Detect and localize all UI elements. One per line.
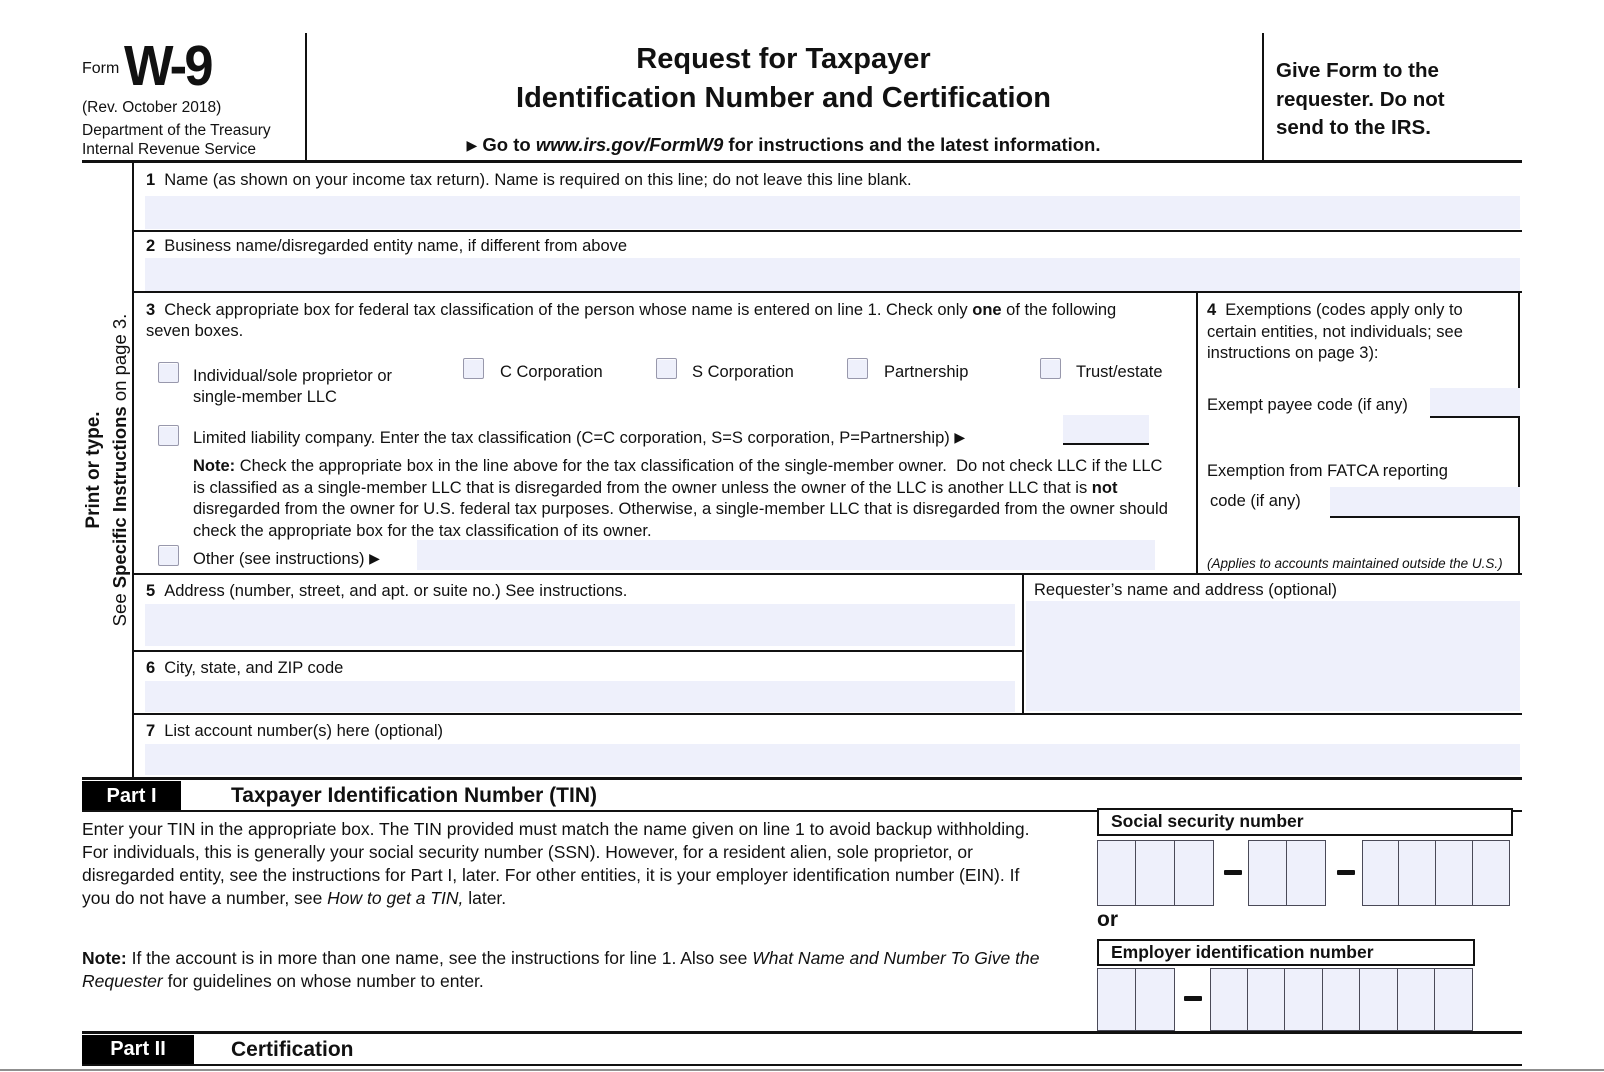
checkbox-partnership-label: Partnership bbox=[884, 363, 969, 381]
ein-dash-icon bbox=[1184, 996, 1202, 1001]
line7-label: 7 List account number(s) here (optional) bbox=[146, 722, 443, 740]
checkbox-c-corporation[interactable] bbox=[463, 358, 484, 379]
llc-classification-input[interactable] bbox=[1063, 415, 1149, 445]
ein-digit-cell[interactable] bbox=[1097, 968, 1136, 1031]
applies-note: (Applies to accounts maintained outside the U.S.) bbox=[1207, 556, 1503, 571]
section3-4-divider bbox=[1196, 291, 1198, 575]
ssn-digit-cell[interactable] bbox=[1362, 840, 1399, 906]
checkbox-individual[interactable] bbox=[158, 362, 179, 383]
ssn-digit-cell[interactable] bbox=[1473, 840, 1510, 906]
city-state-zip-input[interactable] bbox=[145, 681, 1015, 712]
part2-top-rule bbox=[82, 1031, 1522, 1034]
rule-below-line5 bbox=[132, 650, 1024, 652]
form-title: Request for Taxpayer Identification Number and Certification bbox=[516, 43, 1051, 114]
ein-digit-cell[interactable] bbox=[1248, 968, 1286, 1031]
rule-below-line2 bbox=[132, 291, 1522, 293]
checkbox-s-corporation[interactable] bbox=[656, 358, 677, 379]
form-number: W-9 bbox=[124, 34, 211, 98]
sidebar-print-type: Print or type. bbox=[83, 411, 104, 529]
ssn-digit-cell[interactable] bbox=[1399, 840, 1436, 906]
ssn-group-1 bbox=[1097, 840, 1214, 906]
ssn-group-3 bbox=[1362, 840, 1510, 906]
checkbox-llc[interactable] bbox=[158, 425, 179, 446]
or-label: or bbox=[1097, 908, 1118, 931]
requester-label: Requester’s name and address (optional) bbox=[1034, 581, 1337, 599]
checkbox-individual-label: Individual/sole proprietor or single-member LLC bbox=[193, 367, 393, 406]
ssn-digit-cell[interactable] bbox=[1097, 840, 1136, 906]
page-cutoff-edge bbox=[0, 1069, 1604, 1071]
checkbox-c-corporation-label: C Corporation bbox=[500, 363, 603, 381]
fatca-input[interactable] bbox=[1330, 487, 1520, 518]
right-arrow-icon: ▶ bbox=[466, 137, 478, 153]
part1-title: Taxpayer Identification Number (TIN) bbox=[231, 784, 597, 807]
llc-note: Note: Check the appropriate box in the line above for the tax classification of the single-member owner. Do not check LLC if the LLC is classified as a single-member LLC that is disregarded from the owner unless the owner of the LLC is another LLC that is not disregarded from the owner for U.S. federal tax purposes. Otherwise, a single-member LLC that is disregarded from the owner should check the appropriate box for the tax classification of its owner. bbox=[193, 457, 1173, 540]
ssn-digit-cell[interactable] bbox=[1436, 840, 1473, 906]
rule-below-section3 bbox=[132, 573, 1522, 575]
goto-instructions: ▶ Go to www.irs.gov/FormW9 for instructions and the latest information. bbox=[466, 134, 1101, 155]
sidebar-rotated-note bbox=[81, 210, 135, 730]
ssn-group-2 bbox=[1248, 840, 1326, 906]
ssn-label: Social security number bbox=[1097, 808, 1513, 836]
tin-note: Note: If the account is in more than one name, see the instructions for line 1. Also see What Name and Number To Give the Requester for guidelines on whose number to enter. bbox=[82, 948, 1040, 991]
name-input[interactable] bbox=[145, 196, 1520, 229]
checkbox-trust-estate-label: Trust/estate bbox=[1076, 363, 1163, 381]
ein-group-1 bbox=[1097, 968, 1175, 1031]
checkbox-other[interactable] bbox=[158, 545, 179, 566]
checkbox-s-corporation-label: S Corporation bbox=[692, 363, 794, 381]
rule-below-line6 bbox=[132, 713, 1522, 715]
line5-label: 5 Address (number, street, and apt. or suite no.) See instructions. bbox=[146, 582, 628, 600]
ssn-dash-icon bbox=[1224, 870, 1242, 875]
line1-label: 1 Name (as shown on your income tax return). Name is required on this line; do not leave this line blank. bbox=[146, 171, 912, 189]
ein-digit-cell[interactable] bbox=[1136, 968, 1175, 1031]
part2-badge: Part II bbox=[82, 1035, 194, 1064]
line6-label: 6 City, state, and ZIP code bbox=[146, 659, 344, 677]
fatca-label-line2: code (if any) bbox=[1210, 492, 1301, 510]
dept-treasury: Department of the Treasury bbox=[82, 122, 271, 139]
address-input[interactable] bbox=[145, 604, 1015, 646]
llc-arrow-icon: ▶ bbox=[954, 429, 966, 445]
exempt-payee-input[interactable] bbox=[1430, 388, 1520, 418]
section4-right-border bbox=[1518, 291, 1520, 575]
ssn-dash-icon bbox=[1337, 870, 1355, 875]
irs-url-link[interactable]: www.irs.gov/FormW9 bbox=[535, 134, 724, 155]
form-revision: (Rev. October 2018) bbox=[82, 99, 222, 116]
ein-digit-cell[interactable] bbox=[1435, 968, 1473, 1031]
part2-title: Certification bbox=[231, 1038, 354, 1061]
part1-top-rule bbox=[82, 777, 1522, 780]
give-form-note: Give Form to the requester. Do not send to the IRS. bbox=[1276, 59, 1445, 139]
sidebar-instructions: See Specific Instructions on page 3. bbox=[109, 313, 130, 627]
ssn-digit-cell[interactable] bbox=[1287, 840, 1326, 906]
exempt-payee-label: Exempt payee code (if any) bbox=[1207, 396, 1408, 414]
ein-digit-cell[interactable] bbox=[1398, 968, 1436, 1031]
other-arrow-icon: ▶ bbox=[369, 550, 380, 566]
ssn-digit-cell[interactable] bbox=[1248, 840, 1287, 906]
line4-label: 4 Exemptions (codes apply only to certain entities, not individuals; see instructions on page 3): bbox=[1207, 301, 1463, 362]
fatca-label-line1: Exemption from FATCA reporting bbox=[1207, 462, 1448, 480]
checkbox-partnership[interactable] bbox=[847, 358, 868, 379]
line2-label: 2 Business name/disregarded entity name, if different from above bbox=[146, 237, 628, 255]
part1-badge: Part I bbox=[82, 781, 181, 811]
tin-instructions: Enter your TIN in the appropriate box. The TIN provided must match the name given on line 1 to avoid backup withholding. For individuals, this is generally your social security number (SSN). However, for a resident alien, sole proprietor, or disregarded entity, see the instructions for Part I, later. For other entities, it is your employer identification number (EIN). If you do not have a number, see How to get a TIN, later. bbox=[82, 819, 1030, 908]
form-word: Form bbox=[82, 60, 120, 77]
ssn-digit-cell[interactable] bbox=[1175, 840, 1214, 906]
form-left-border bbox=[132, 161, 134, 777]
account-numbers-input[interactable] bbox=[145, 744, 1520, 775]
dept-irs: Internal Revenue Service bbox=[82, 141, 257, 158]
checkbox-trust-estate[interactable] bbox=[1040, 358, 1061, 379]
checkbox-llc-label: Limited liability company. Enter the tax classification (C=C corporation, S=S corporation, P=Partnership) ▶ bbox=[193, 429, 966, 447]
checkbox-other-label: Other (see instructions) ▶ bbox=[193, 550, 380, 568]
requester-divider bbox=[1022, 573, 1024, 715]
ein-digit-cell[interactable] bbox=[1360, 968, 1398, 1031]
business-name-input[interactable] bbox=[145, 258, 1520, 291]
rule-below-line1 bbox=[132, 230, 1522, 232]
ein-label: Employer identification number bbox=[1097, 939, 1475, 966]
other-input[interactable] bbox=[417, 540, 1155, 570]
header-divider-right bbox=[1262, 33, 1264, 161]
requester-input[interactable] bbox=[1026, 601, 1520, 711]
ein-digit-cell[interactable] bbox=[1323, 968, 1361, 1031]
part2-bar-rule bbox=[82, 1064, 1522, 1066]
ein-group-2 bbox=[1210, 968, 1473, 1031]
ssn-digit-cell[interactable] bbox=[1136, 840, 1175, 906]
line3-label: 3 Check appropriate box for federal tax classification of the person whose name is entered on line 1. Check only one of the following seven boxes. bbox=[146, 301, 1117, 340]
header-rule bbox=[82, 160, 1522, 163]
ein-digit-cell[interactable] bbox=[1210, 968, 1248, 1031]
ein-digit-cell[interactable] bbox=[1285, 968, 1323, 1031]
